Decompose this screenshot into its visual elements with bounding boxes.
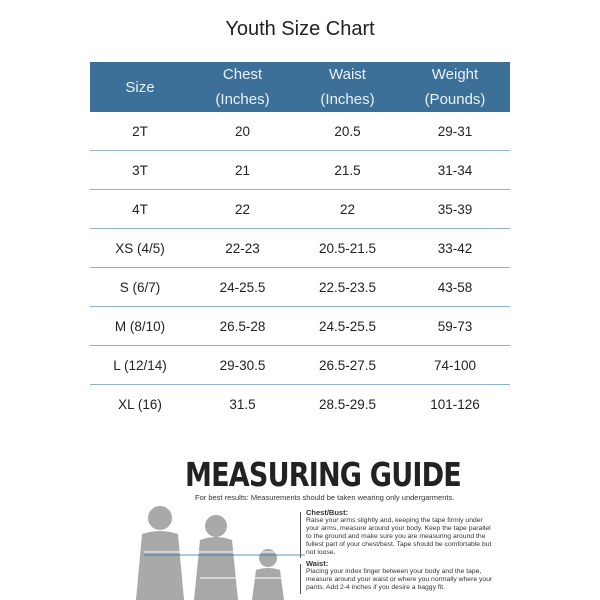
header-waist-unit: (Inches) — [320, 91, 375, 108]
cell-waist: 22 — [295, 190, 400, 229]
header-waist-label: Waist — [329, 66, 366, 83]
cell-waist: 21.5 — [295, 151, 400, 190]
cell-weight: 29-31 — [400, 112, 510, 151]
cell-weight: 74-100 — [400, 346, 510, 385]
chest-text: Raise your arms slightly and, keeping the tape firmly under your arms, measure around your body. Keep the tape parallel to the ground and make sure you are measuring around the fullest part of your chest/best. Tape should be comfortable but not loose. — [306, 517, 492, 556]
cell-chest: 24-25.5 — [190, 268, 295, 307]
cell-waist: 28.5-29.5 — [318, 396, 377, 412]
table-row — [90, 229, 510, 268]
header-chest-unit: (Inches) — [215, 91, 270, 108]
cell-weight: 101-126 — [430, 396, 480, 412]
header-weight-unit: (Pounds) — [424, 91, 486, 108]
header-chest-label: Chest — [222, 66, 263, 83]
cell-chest: 31.5 — [229, 396, 256, 412]
table-row — [90, 307, 510, 346]
cell-waist: 22.5-23.5 — [295, 268, 400, 307]
header-waist — [295, 62, 400, 112]
cell-chest: 20 — [190, 112, 295, 151]
measuring-guide-subtitle: For best results: Measurements should be taken wearing only undergarments. — [195, 493, 455, 502]
table-row — [90, 151, 510, 190]
chart-title: Youth Size Chart — [225, 18, 375, 40]
cell-chest: 22-23 — [190, 229, 295, 268]
cell-size: 3T — [90, 151, 190, 190]
chest-note — [306, 509, 496, 557]
cell-waist: 20.5 — [295, 112, 400, 151]
cell-size: XL (16) — [118, 396, 162, 412]
cell-size: S (6/7) — [90, 268, 190, 307]
cell-chest: 26.5-28 — [190, 307, 295, 346]
table-header-row — [90, 62, 510, 112]
header-weight — [400, 62, 510, 112]
cell-weight: 43-58 — [400, 268, 510, 307]
table-row — [90, 385, 510, 424]
cell-weight: 31-34 — [400, 151, 510, 190]
size-table — [90, 62, 510, 423]
cell-waist: 20.5-21.5 — [295, 229, 400, 268]
cell-chest: 21 — [190, 151, 295, 190]
waist-note — [306, 560, 496, 592]
header-chest — [190, 62, 295, 112]
cell-size: M (8/10) — [90, 307, 190, 346]
waist-heading: Waist: — [306, 559, 329, 568]
table-row — [90, 268, 510, 307]
family-silhouette-icon — [120, 500, 320, 600]
cell-size: 2T — [90, 112, 190, 151]
header-weight-label: Weight — [431, 66, 479, 83]
cell-waist: 24.5-25.5 — [295, 307, 400, 346]
cell-size: 4T — [90, 190, 190, 229]
pointer-line-chest — [300, 512, 301, 558]
cell-weight: 59-73 — [400, 307, 510, 346]
pointer-line-waist — [300, 564, 301, 594]
cell-chest: 29-30.5 — [190, 346, 295, 385]
cell-size: L (12/14) — [90, 346, 190, 385]
header-size-label: Size — [125, 78, 155, 96]
measuring-guide-title: MEASURING GUIDE — [185, 455, 461, 494]
header-size — [90, 62, 190, 112]
cell-size: XS (4/5) — [90, 229, 190, 268]
cell-chest: 22 — [190, 190, 295, 229]
waist-text: Placing your index finger between your body and the tape, measure around your waist or where you normally where your pants. Add 2-4 inches if you desire a baggy fit. — [306, 568, 493, 591]
table-row — [90, 112, 510, 151]
cell-waist: 26.5-27.5 — [295, 346, 400, 385]
cell-weight: 33-42 — [400, 229, 510, 268]
table-row — [90, 346, 510, 385]
cell-weight: 35-39 — [400, 190, 510, 229]
chest-heading: Chest/Bust: — [306, 508, 349, 517]
table-row — [90, 190, 510, 229]
